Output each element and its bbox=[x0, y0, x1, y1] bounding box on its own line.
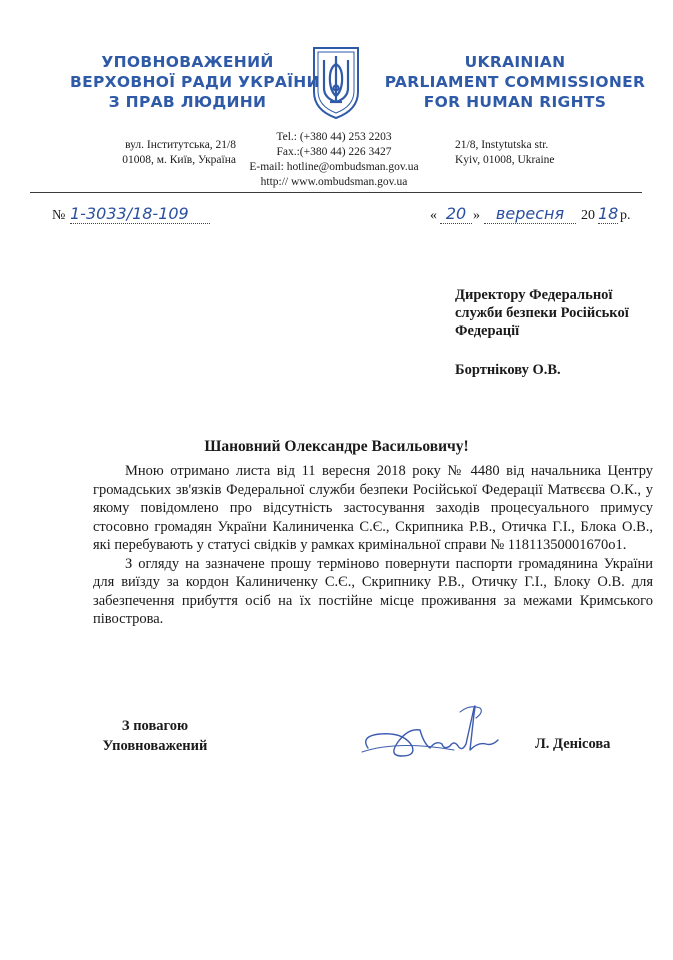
header-title-line: UKRAINIAN bbox=[464, 53, 566, 71]
date-day: 20 bbox=[440, 204, 472, 224]
address-ukrainian bbox=[70, 138, 236, 168]
body-paragraph: Мною отримано листа від 11 вересня 2018 року № 4480 від начальника Центру громадських зв'язків Федеральної служби безпеки Російської Федерації Матвєєва О.К., у якому повідомлено про відсутність застосування заходів процесуального примусу стосовно громадян України Калиниченка С.Є., Скрипника Р.В., Отичка Г.І., Блока О.В., які перебувають у статусі свідків у рамках кримінальної справи № 11811350001670о1. bbox=[93, 463, 653, 553]
address-line: вул. Інститутська, 21/8 bbox=[125, 139, 236, 151]
header-title-ukrainian bbox=[70, 52, 320, 112]
letter-body bbox=[93, 462, 653, 629]
body-paragraph: З огляду на зазначене прошу терміново повернути паспорти громадянина України для виїзду за кордон Калиниченку С.Є., Скрипнику Р.В., Отичку Г.І., Блоку О.В. для забезпечення прибуття осіб на їх постійне місце проживання за межами Кримського півострова. bbox=[93, 555, 653, 627]
header-title-line: FOR HUMAN RIGHTS bbox=[423, 93, 607, 111]
header-title-line: ВЕРХОВНОЇ РАДИ УКРАЇНИ bbox=[70, 73, 320, 91]
handwritten-signature-icon bbox=[358, 700, 518, 780]
header-title-line: УПОВНОВАЖЕНИЙ bbox=[101, 53, 274, 71]
date-open-quote: « bbox=[430, 208, 437, 223]
closing-block bbox=[90, 716, 220, 756]
recipient-title bbox=[455, 286, 655, 340]
trident-coat-of-arms-icon bbox=[306, 42, 366, 122]
contact-block bbox=[244, 130, 424, 190]
header-title-english bbox=[380, 52, 650, 112]
address-line: 01008, м. Київ, Україна bbox=[122, 154, 236, 166]
header-divider bbox=[30, 192, 642, 193]
date-year-label: р. bbox=[620, 208, 631, 223]
date-close-quote: » bbox=[473, 208, 480, 223]
recipient-title-line: Федерації bbox=[455, 323, 520, 339]
date-year-suffix: 18 bbox=[598, 204, 619, 223]
signatory-name: Л. Денісова bbox=[535, 736, 611, 752]
signatory-position: Уповноважений bbox=[102, 738, 208, 754]
address-english bbox=[455, 138, 635, 168]
date-month: вересня bbox=[484, 204, 576, 224]
phone-line: Tel.: (+380 44) 253 2203 bbox=[276, 131, 392, 143]
reference-number-prefix: № bbox=[52, 208, 66, 223]
header-title-line: З ПРАВ ЛЮДИНИ bbox=[108, 93, 267, 111]
address-line: 21/8, Instytutska str. bbox=[455, 139, 549, 151]
website-line: http:// www.ombudsman.gov.ua bbox=[260, 176, 408, 188]
reference-number: 1-3033/18-109 bbox=[70, 204, 210, 224]
date-year-prefix: 20 bbox=[581, 208, 595, 223]
closing-line: З повагою bbox=[121, 718, 189, 734]
recipient-name: Бортнікову О.В. bbox=[455, 362, 561, 378]
fax-line: Fax.:(+380 44) 226 3427 bbox=[276, 146, 392, 158]
header-title-line: PARLIAMENT COMMISSIONER bbox=[384, 73, 646, 91]
address-line: Kyiv, 01008, Ukraine bbox=[455, 154, 555, 166]
salutation: Шановний Олександре Васильовичу! bbox=[204, 438, 469, 455]
email-line: E-mail: hotline@ombudsman.gov.ua bbox=[249, 161, 419, 173]
recipient-title-line: служби безпеки Російської bbox=[455, 305, 629, 321]
recipient-title-line: Директору Федеральної bbox=[455, 287, 613, 303]
